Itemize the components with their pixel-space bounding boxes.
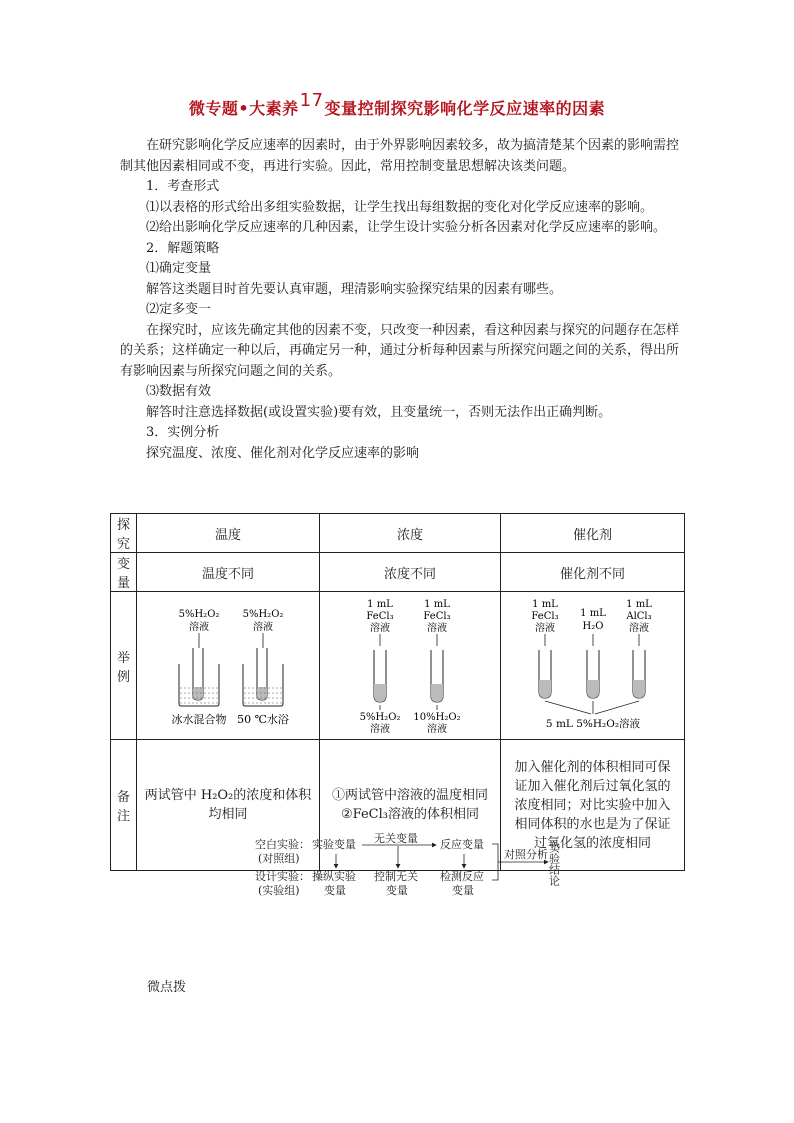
test-tube-fecl3 bbox=[539, 650, 551, 698]
concentration-figure-cell bbox=[320, 592, 501, 740]
strategy2-text: 在探究时，应该先确定其他的因素不变，只改变一种因素，看这种因素与探究的问题存在怎样的关系；这样确定一种以后，再确定另一种，通过分析每种因素与所探究问题之间的关系，得出所有影响因素与所探究问题之间的关系。 bbox=[120, 322, 680, 379]
test-tube-alcl3 bbox=[633, 650, 645, 698]
cat3-label-b: AlCl₃ bbox=[626, 611, 652, 622]
note-concentration-1: ①两试管中溶液的温度相同 bbox=[331, 788, 488, 803]
strategy1-text: 解答这类题目时首先要认真审题，理清影响实验探究结果的因素有哪些。 bbox=[146, 281, 563, 297]
page-title bbox=[0, 90, 794, 119]
bath-label-hot: 50 ℃水浴 bbox=[237, 713, 289, 726]
section1-heading: 1．考查形式 bbox=[146, 179, 220, 194]
table-cell: 备注 bbox=[111, 740, 137, 871]
fecl3-label-2c: 溶液 bbox=[427, 623, 447, 634]
experiment-table bbox=[110, 513, 685, 871]
strategy2-title: ⑵定多变一 bbox=[146, 302, 212, 317]
table-cell: 举例 bbox=[111, 592, 137, 740]
flow-control-sub: 变量 bbox=[386, 884, 408, 897]
fecl3-label-1c: 溶液 bbox=[370, 623, 390, 634]
beaker-hot bbox=[243, 648, 283, 706]
table-cell: 浓度 bbox=[320, 514, 501, 553]
strategy3-title: ⑶数据有效 bbox=[146, 384, 212, 399]
table-cell: 温度不同 bbox=[137, 553, 320, 592]
h2o2-5pct-label-b: 溶液 bbox=[370, 724, 390, 735]
bath-label-ice: 冰水混合物 bbox=[171, 713, 227, 726]
flow-blank-sub: (对照组) bbox=[258, 852, 300, 865]
table-cell: 探究 bbox=[111, 514, 137, 553]
reagent-label-1b: 溶液 bbox=[189, 622, 209, 633]
title-main: 变量控制探究影响化学反应速率的因素 bbox=[324, 99, 606, 118]
section2-heading: 2．解题策略 bbox=[146, 240, 220, 256]
flow-detect: 检测反应 bbox=[440, 870, 484, 883]
flow-control: 控制无关 bbox=[374, 870, 418, 883]
cat3-label-a: 1 mL bbox=[626, 599, 652, 610]
flow-blank-label: 空白实验： bbox=[255, 838, 310, 851]
h2o2-10pct-label: 10%H₂O₂ bbox=[413, 712, 461, 723]
table-cell: 催化剂 bbox=[501, 514, 685, 553]
temperature-beakers-figure bbox=[141, 592, 315, 735]
reagent-label-2: 5%H₂O₂ bbox=[242, 609, 284, 620]
flow-design-label: 设计实验： bbox=[255, 870, 310, 883]
title-number: 17 bbox=[299, 90, 324, 111]
flow-design-sub: (实验组) bbox=[258, 884, 300, 897]
reagent-label-2b: 溶液 bbox=[253, 622, 273, 633]
flow-experimental-variable: 实验变量 bbox=[312, 838, 356, 851]
temperature-figure-cell bbox=[137, 592, 320, 740]
flow-compare: 对照分析 bbox=[504, 848, 548, 861]
cat1-label-b: FeCl₃ bbox=[531, 611, 559, 622]
footer-tip-label: 微点拨 bbox=[147, 980, 187, 995]
flow-manipulate: 操纵实验 bbox=[312, 870, 356, 883]
fecl3-label-1a: 1 mL bbox=[367, 599, 393, 610]
note-concentration-2: ②FeCl₃溶液的体积相同 bbox=[341, 807, 479, 822]
reagent-label-1: 5%H₂O₂ bbox=[178, 609, 220, 620]
fecl3-label-2a: 1 mL bbox=[424, 599, 450, 610]
flow-manipulate-sub: 变量 bbox=[324, 884, 346, 897]
table-row bbox=[111, 514, 685, 553]
control-variable-flow-diagram bbox=[250, 832, 590, 907]
fecl3-label-2b: FeCl₃ bbox=[423, 611, 451, 622]
cat2-label-b: H₂O bbox=[582, 621, 604, 632]
note-catalyst-text: 加入催化剂的体积相同可保证加入催化剂后过氧化氢的浓度相同；对比实验中加入相同体积的水也是为了保证过氧化氢的浓度相同 bbox=[514, 759, 671, 851]
section3-heading: 3．实例分析 bbox=[146, 425, 220, 440]
strategy3-text: 解答时注意选择数据(或设置实验)要有效，且变量统一，否则无法作出正确判断。 bbox=[146, 404, 612, 420]
h2o2-5pct-label: 5%H₂O₂ bbox=[359, 712, 401, 723]
flow-irrelevant-variable: 无关变量 bbox=[374, 832, 418, 845]
table-cell: 催化剂不同 bbox=[501, 553, 685, 592]
h2o2-shared-label: 5 mL 5%H₂O₂溶液 bbox=[545, 718, 641, 730]
table-cell: 温度 bbox=[137, 514, 320, 553]
table-cell: 浓度不同 bbox=[320, 553, 501, 592]
test-tube-water bbox=[587, 650, 599, 698]
body-text bbox=[120, 136, 680, 464]
concentration-tubes-figure bbox=[324, 592, 496, 735]
catalyst-tubes-figure bbox=[505, 592, 680, 735]
table-row bbox=[111, 553, 685, 592]
table-row bbox=[111, 592, 685, 740]
flow-detect-sub: 变量 bbox=[452, 884, 474, 897]
cat1-label-c: 溶液 bbox=[535, 623, 555, 634]
cat1-label-a: 1 mL bbox=[532, 599, 558, 610]
cat3-label-c: 溶液 bbox=[629, 623, 649, 634]
note-temperature-text: 两试管中 H₂O₂的浓度和体积均相同 bbox=[144, 788, 312, 822]
table-caption: 探究温度、浓度、催化剂对化学反应速率的影响 bbox=[146, 445, 420, 461]
h2o2-10pct-label-b: 溶液 bbox=[427, 724, 447, 735]
cat2-label-a: 1 mL bbox=[580, 608, 606, 619]
beaker-ice bbox=[179, 648, 219, 706]
flow-conclusion: 实验结论 bbox=[547, 842, 561, 886]
flow-response-variable: 反应变量 bbox=[440, 838, 484, 851]
title-prefix: 微专题•大素养 bbox=[188, 99, 299, 118]
strategy1-title: ⑴确定变量 bbox=[146, 261, 212, 276]
table-cell: 变量 bbox=[111, 553, 137, 592]
intro-paragraph: 在研究影响化学反应速率的因素时，由于外界影响因素较多，故为搞清楚某个因素的影响需控制其他因素相同或不变，再进行实验。因此，常用控制变量思想解决该类问题。 bbox=[120, 138, 680, 174]
section1-item1: ⑴以表格的形式给出多组实验数据，让学生找出每组数据的变化对化学反应速率的影响。 bbox=[146, 199, 654, 215]
catalyst-figure-cell bbox=[501, 592, 685, 740]
test-tube-10pct bbox=[431, 650, 443, 702]
section1-item2: ⑵给出影响化学反应速率的几种因素，让学生设计实验分析各因素对化学反应速率的影响。 bbox=[146, 220, 667, 235]
test-tube-5pct bbox=[374, 650, 386, 702]
fecl3-label-1b: FeCl₃ bbox=[366, 611, 394, 622]
